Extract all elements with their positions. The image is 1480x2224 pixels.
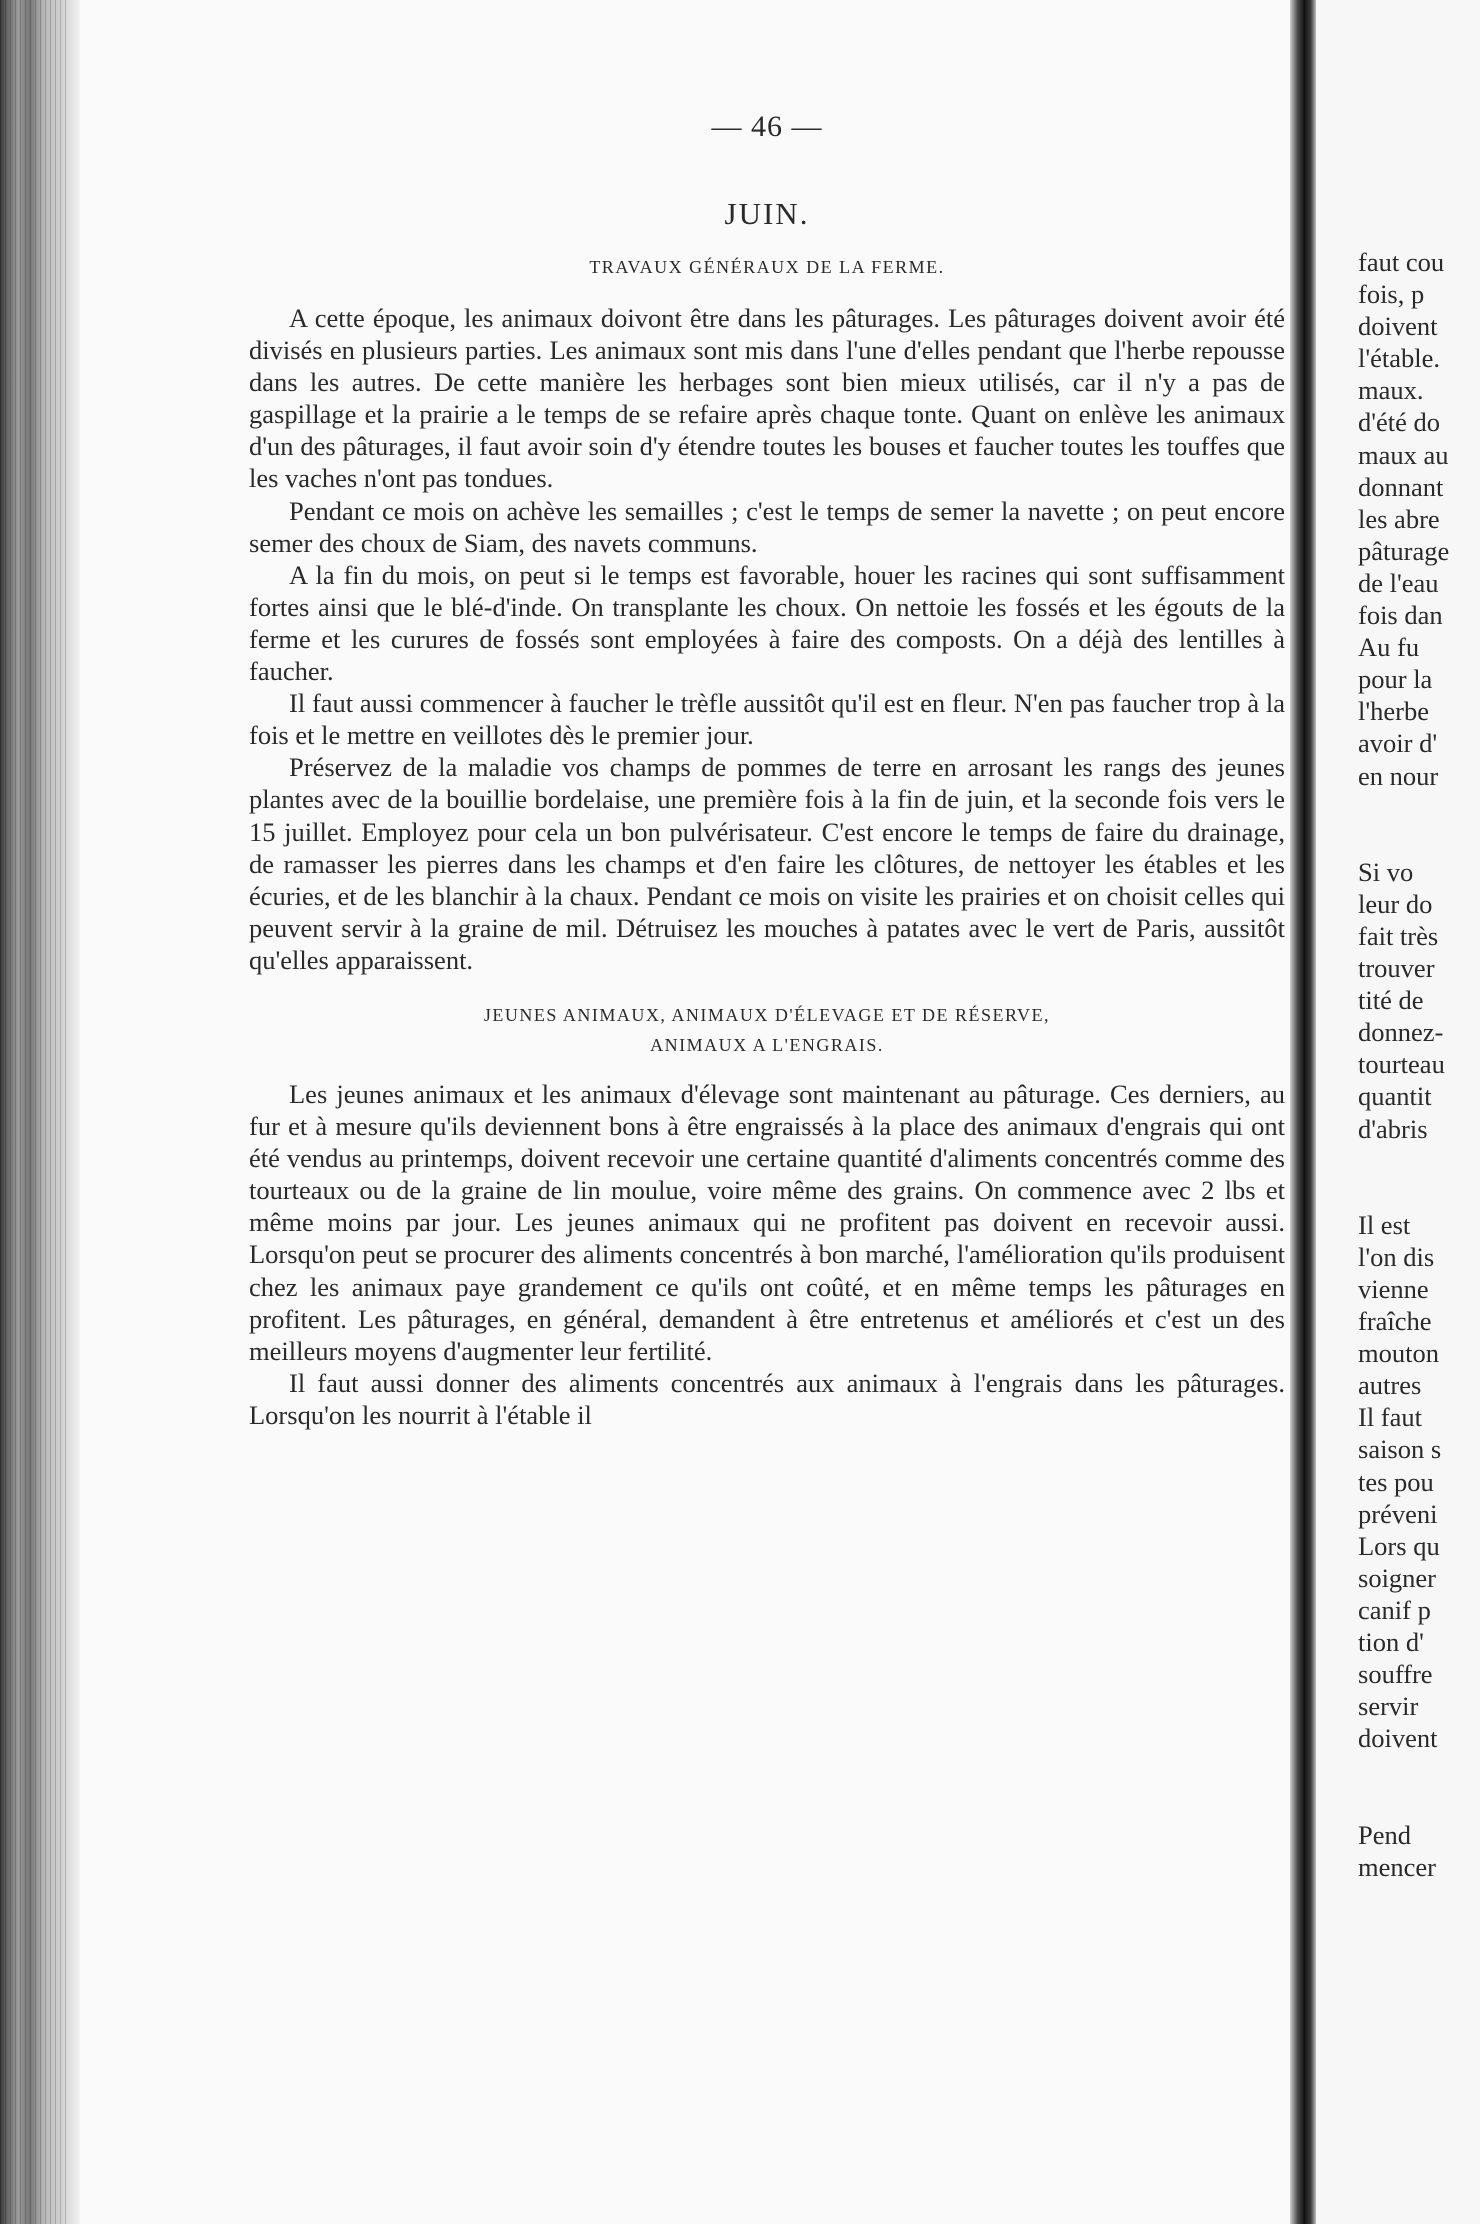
page-title: JUIN. bbox=[724, 196, 810, 231]
right-page-line: pâturage bbox=[1358, 535, 1450, 566]
right-page-line: Au fu bbox=[1358, 632, 1420, 663]
right-page-line bbox=[1358, 1787, 1480, 1819]
right-page-line: vienne bbox=[1358, 1274, 1429, 1304]
right-page-line: Lors qu bbox=[1358, 1530, 1440, 1561]
page-number: — 46 — bbox=[711, 110, 823, 143]
section-heading-line: ANIMAUX A L'ENGRAIS. bbox=[650, 1034, 884, 1055]
right-page-line: Si vo bbox=[1358, 856, 1414, 887]
right-page-line: quantit bbox=[1358, 1081, 1432, 1112]
right-page-line: canif p bbox=[1358, 1594, 1431, 1625]
right-page-line: maux au bbox=[1358, 439, 1449, 470]
right-page-line bbox=[1358, 792, 1480, 824]
right-page-line bbox=[1358, 1145, 1480, 1177]
right-page-line bbox=[1358, 824, 1480, 856]
right-page-line: l'on dis bbox=[1358, 1241, 1435, 1272]
right-page-line: fait très bbox=[1358, 920, 1439, 951]
right-page bbox=[1316, 0, 1480, 2224]
right-page-line: Il faut bbox=[1358, 1402, 1423, 1433]
right-page-line: fraîche bbox=[1358, 1306, 1432, 1337]
paragraph: A la fin du mois, on peut si le temps est favorable, houer les racines qui sont suffisamment fortes ainsi que le blé-d'inde. On transplante les choux. On nettoie les fossés et les égouts de la ferme et les curures de fossés sont employées à faire des composts. On a déjà des lentilles à faucher. bbox=[249, 559, 1285, 687]
right-page-line: tité de bbox=[1358, 985, 1424, 1016]
right-page-line: les abre bbox=[1358, 503, 1440, 534]
right-page-line: tion d' bbox=[1358, 1627, 1424, 1658]
right-page-line: avoir d' bbox=[1358, 728, 1438, 759]
right-page-line: servir bbox=[1358, 1691, 1419, 1722]
paragraph: A cette époque, les animaux doivont être dans les pâturages. Les pâturages doivent avoir été divisés en plusieurs parties. Les animaux sont mis dans l'une d'elles pendant que l'herbe repousse dans les autres. De cette manière les herbages sont bien mieux utilisés, car il n'y a pas de gaspillage et la prairie a le temps de se refaire après chaque tonte. Quant on enlève les animaux d'un des pâturages, il faut avoir soin d'y étendre toutes les bouses et faucher toutes les touffes que les vaches n'ont pas tondues. bbox=[249, 303, 1285, 494]
right-page-line: mencer bbox=[1358, 1851, 1436, 1882]
paragraph: Il faut aussi commencer à faucher le trèfle aussitôt qu'il est en fleur. N'en pas faucher trop à la fois et le mettre en veillotes dès le premier jour. bbox=[249, 688, 1285, 751]
right-page-line: en nour bbox=[1358, 760, 1439, 791]
section-heading-animals bbox=[249, 1000, 1285, 1060]
right-page-line bbox=[1358, 1177, 1480, 1209]
right-page-line: souffre bbox=[1358, 1659, 1433, 1690]
page-content bbox=[249, 110, 1285, 1431]
right-page-line: fois, p bbox=[1358, 279, 1425, 310]
right-page-line: doivent bbox=[1358, 311, 1438, 342]
right-page-line: l'étable. bbox=[1358, 343, 1441, 374]
paragraph: Préservez de la maladie vos champs de pommes de terre en arrosant les rangs des jeunes plantes avec de la bouillie bordelaise, une première fois à la fin de juin, et la seconde fois vers le 15 juillet. Employez pour cela un bon pulvérisateur. C'est encore le temps de faire du drainage, de ramasser les pierres dans les champs et d'en faire les clôtures, de nettoyer les étables et les écuries, et de les blanchir à la chaux. Pendant ce mois on visite les prairies et on choisit celles qui peuvent servir à la graine de mil. Détruisez les mouches à patates avec le vert de Paris, aussitôt qu'elles apparaissent. bbox=[249, 752, 1285, 975]
right-page-line: doivent bbox=[1358, 1723, 1438, 1754]
paragraph: Pendant ce mois on achève les semailles ; c'est le temps de semer la navette ; on peut encore semer des choux de Siam, des navets communs. bbox=[249, 495, 1285, 558]
right-page-line: préveni bbox=[1358, 1498, 1438, 1529]
right-page-line: leur do bbox=[1358, 888, 1433, 919]
right-page-text bbox=[1358, 246, 1480, 1883]
right-page-line: tes pou bbox=[1358, 1466, 1434, 1497]
right-page-line: Pend bbox=[1358, 1819, 1411, 1850]
right-page-line: donnant bbox=[1358, 471, 1444, 502]
right-page-line: d'été do bbox=[1358, 407, 1441, 438]
book-gutter bbox=[1290, 0, 1316, 2224]
paragraph: Il faut aussi donner des aliments concentrés aux animaux à l'engrais dans les pâturages. Lorsqu'on les nourrit à l'étable il bbox=[249, 1367, 1285, 1430]
right-page-line: tourteau bbox=[1358, 1049, 1445, 1080]
paragraph: Les jeunes animaux et les animaux d'élevage sont maintenant au pâturage. Ces derniers, au fur et à mesure qu'ils deviennent bons à être engraissés à la place des animaux d'engrais qui ont été vendus au printemps, doivent recevoir une certaine quantité d'aliments concentrés comme des tourteaux ou de la graine de lin moulue, voire même des grains. On commence avec 2 lbs et même moins par jour. Les jeunes animaux qui ne profitent pas doivent en recevoir aussi. Lorsqu'on peut se procurer des aliments concentrés à bon marché, l'amélioration qu'ils produisent chez les animaux paye grandement ce qu'ils ont coûté, et en même temps les pâturages en profitent. Les pâturages, en général, demandent à être entretenus et améliorés et c'est un des meilleurs moyens d'augmenter leur fertilité. bbox=[249, 1078, 1285, 1366]
right-page-line: donnez- bbox=[1358, 1017, 1444, 1048]
right-page-line: trouver bbox=[1358, 953, 1435, 984]
page-stack-edges bbox=[0, 0, 70, 2224]
section-heading-general-work: TRAVAUX GÉNÉRAUX DE LA FERME. bbox=[589, 257, 945, 277]
book-binding-edge bbox=[0, 0, 80, 2224]
right-page-line: fois dan bbox=[1358, 600, 1443, 631]
right-page-line: maux. bbox=[1358, 375, 1424, 406]
right-page-line: de l'eau bbox=[1358, 567, 1439, 598]
right-page-line: soigner bbox=[1358, 1562, 1437, 1593]
right-page-line: pour la bbox=[1358, 664, 1433, 695]
right-page-line: d'abris bbox=[1358, 1113, 1428, 1144]
right-page-line: l'herbe bbox=[1358, 696, 1429, 727]
right-page-line: saison s bbox=[1358, 1434, 1442, 1465]
right-page-line: Il est bbox=[1358, 1209, 1411, 1240]
section-heading-line: JEUNES ANIMAUX, ANIMAUX D'ÉLEVAGE ET DE RÉSERVE, bbox=[483, 1004, 1051, 1025]
right-page-line: faut cou bbox=[1358, 247, 1445, 277]
right-page-line: autres bbox=[1358, 1370, 1422, 1401]
right-page-line: mouton bbox=[1358, 1338, 1439, 1369]
right-page-line bbox=[1358, 1754, 1480, 1786]
